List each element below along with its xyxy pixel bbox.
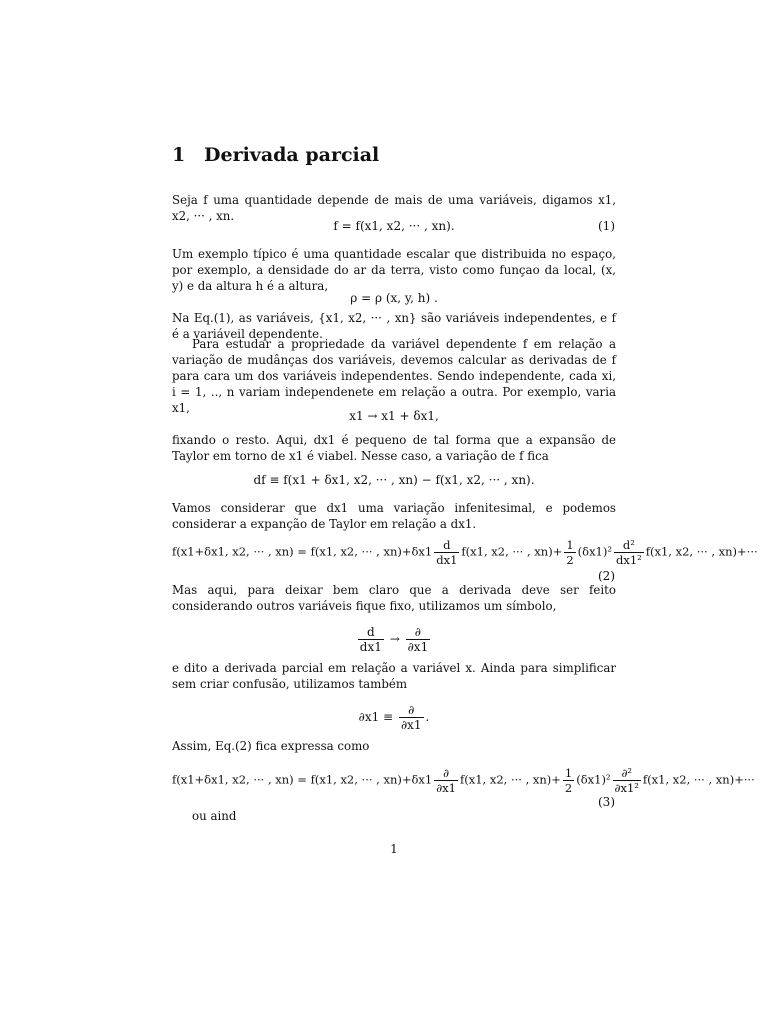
eq2-tail: f(x1, x2, ··· , xn)+··· bbox=[645, 544, 758, 559]
paragraph-partial-def: e dito a derivada parcial em relação a variável x. Ainda para simplificar sem criar confusão, utilizamos também bbox=[172, 661, 616, 691]
equation-partial-def bbox=[172, 700, 616, 734]
eq2-second-derivative bbox=[614, 538, 644, 567]
paragraph-taylor: fixando o resto. Aqui, dx1 é pequeno de tal forma que a expansão de Taylor em torno de x1 é viabel. Nesse caso, a variação de f fica bbox=[172, 433, 616, 463]
eq3-d2-denominator: ∂x1² bbox=[614, 781, 639, 795]
paragraph-variables: Na Eq.(1), as variáveis, {x1, x2, ··· , xn} são variáveis independentes, e f é a variáveil dependente. bbox=[172, 311, 616, 341]
def-fraction bbox=[399, 703, 424, 732]
eq2-first-derivative bbox=[434, 538, 459, 567]
eq2-mid: f(x1, x2, ··· , xn)+ bbox=[461, 544, 563, 559]
eq2-d1-denominator: dx1 bbox=[436, 553, 458, 567]
eq3-half bbox=[563, 766, 574, 795]
paragraph-partial-symbol: Mas aqui, para deixar bem claro que a derivada deve ser feito considerando outros variáveis fique fixo, utilizamos um símbolo, bbox=[172, 583, 616, 613]
eq2-lhs: f(x1+δx1, x2, ··· , xn) = f(x1, x2, ··· , xn)+δx1 bbox=[172, 544, 433, 559]
def-denominator: ∂x1 bbox=[400, 718, 422, 732]
eq2-half-denominator: 2 bbox=[566, 553, 574, 567]
def-end: . bbox=[425, 710, 430, 724]
eq3-lhs: f(x1+δx1, x2, ··· , xn) = f(x1, x2, ··· , xn)+δx1 bbox=[172, 772, 433, 787]
eq3-d1-numerator: ∂ bbox=[443, 766, 450, 780]
eq2-d1-numerator: d bbox=[443, 538, 451, 552]
eq3-d1-denominator: ∂x1 bbox=[436, 781, 456, 795]
equation-3-label: (3) bbox=[598, 795, 615, 809]
eq2-square: (δx1)² bbox=[577, 544, 612, 559]
eq3-first-derivative bbox=[434, 766, 458, 795]
paragraph-example: Um exemplo típico é uma quantidade escalar que distribuida no espaço, por exemplo, a densidade do ar da terra, visto como funçao da local, (x, y) e da altura h é a altura, bbox=[172, 247, 616, 293]
sym-p-numerator: ∂ bbox=[414, 625, 421, 639]
eq2-half bbox=[564, 538, 575, 567]
equation-2-label: (2) bbox=[598, 569, 615, 583]
paragraph-dependent: Para estudar a propriedade da variável dependente f em relação a variação de mudânças dos variáveis, devemos calcular as derivadas de f para cara um dos variáveis independentes. Sendo independente, cada xi, i = 1, .., n variam independenete em relação a outra. Por exemplo, varia x1, bbox=[172, 337, 616, 415]
eq3-half-denominator: 2 bbox=[564, 781, 573, 795]
eq2-d2-numerator: d² bbox=[622, 538, 635, 552]
equation-df: df ≡ f(x1 + δx1, x2, ··· , xn) − f(x1, x2, ··· , xn). bbox=[253, 473, 535, 487]
sym-d-denominator: dx1 bbox=[359, 640, 382, 654]
eq2-half-numerator: 1 bbox=[566, 538, 574, 552]
eq3-tail: f(x1, x2, ··· , xn)+··· bbox=[642, 772, 755, 787]
def-lhs: ∂x1 ≡ bbox=[358, 710, 394, 724]
section-heading bbox=[172, 144, 379, 166]
def-numerator: ∂ bbox=[408, 703, 415, 717]
sym-arrow: → bbox=[389, 632, 400, 646]
paragraph-thus: Assim, Eq.(2) fica expressa como bbox=[172, 739, 370, 753]
eq3-d2-numerator: ∂² bbox=[621, 766, 632, 780]
paragraph-intro: Seja f uma quantidade depende de mais de uma variáveis, digamos x1, x2, ··· , xn. bbox=[172, 193, 616, 223]
eq3-half-numerator: 1 bbox=[564, 766, 573, 780]
equation-2 bbox=[172, 538, 758, 567]
sym-d-fraction bbox=[358, 625, 384, 654]
sym-partial-fraction bbox=[406, 625, 431, 654]
sym-d-numerator: d bbox=[366, 625, 375, 639]
eq3-second-derivative bbox=[613, 766, 641, 795]
equation-symbol bbox=[172, 622, 616, 656]
equation-rho: ρ = ρ (x, y, h) . bbox=[350, 291, 438, 305]
eq3-mid: f(x1, x2, ··· , xn)+ bbox=[459, 772, 561, 787]
paragraph-infinitesimal: Vamos considerar que dx1 uma variação infenitesimal, e podemos considerar a expanção de Taylor em relação a dx1. bbox=[172, 501, 616, 531]
eq2-d2-denominator: dx1² bbox=[615, 553, 642, 567]
equation-1: f = f(x1, x2, ··· , xn). bbox=[333, 219, 455, 233]
equation-3 bbox=[172, 766, 755, 795]
section-number: 1 bbox=[172, 144, 186, 166]
section-title: Derivada parcial bbox=[204, 144, 380, 166]
equation-variation: x1 → x1 + δx1, bbox=[349, 409, 439, 423]
eq3-square: (δx1)² bbox=[576, 772, 611, 787]
equation-1-label: (1) bbox=[598, 219, 615, 233]
paragraph-or: ou aind bbox=[192, 809, 237, 823]
sym-p-denominator: ∂x1 bbox=[407, 640, 429, 654]
page-number: 1 bbox=[390, 842, 398, 856]
